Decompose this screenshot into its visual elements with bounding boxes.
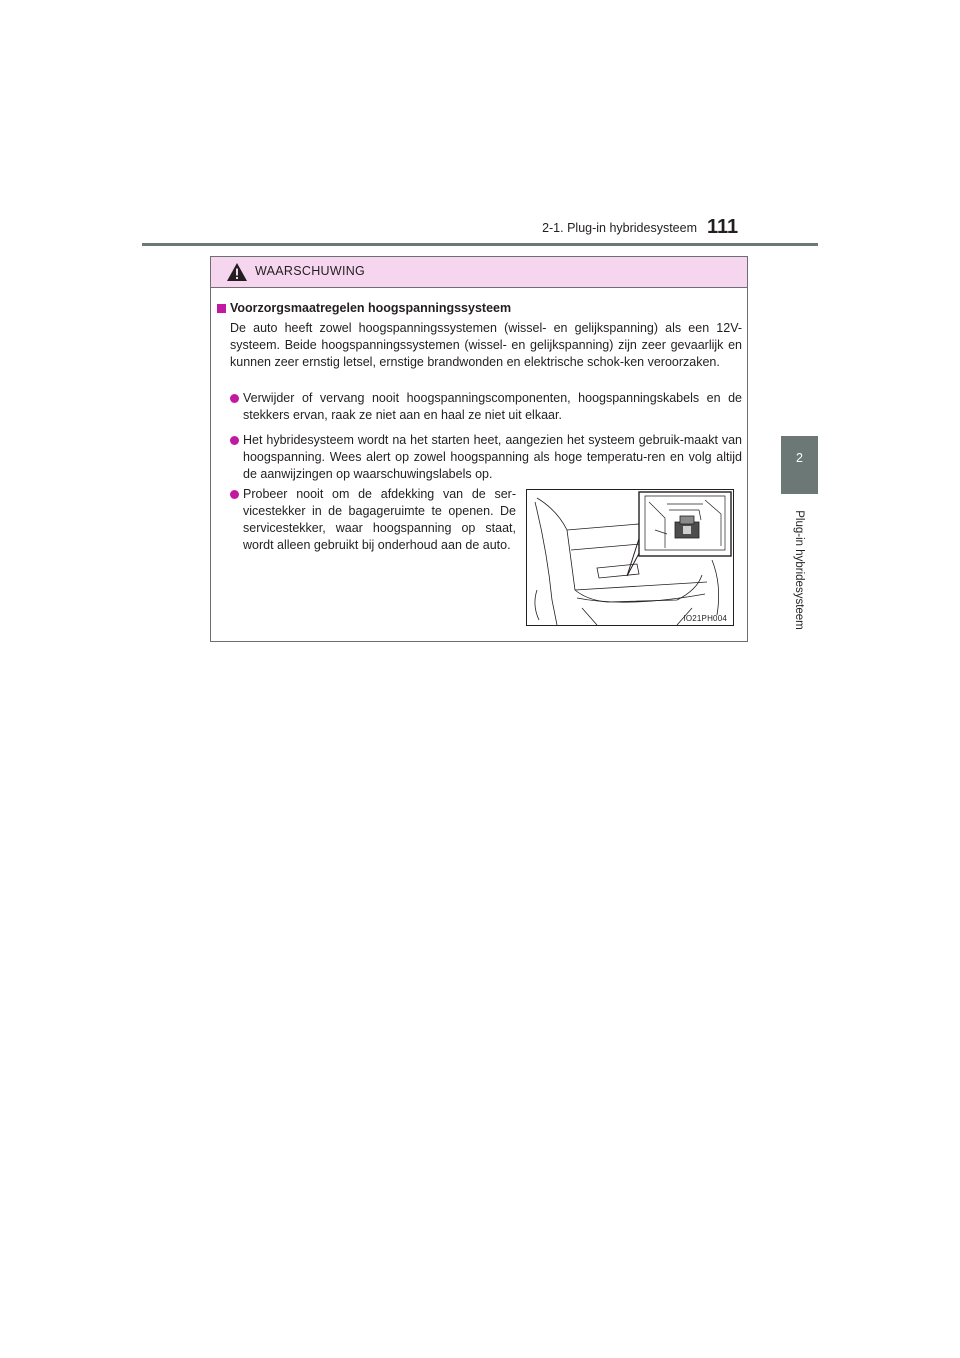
round-bullet-icon [230,394,239,403]
chapter-tab-title: Plug-in hybridesysteem [793,510,805,630]
intro-paragraph: De auto heeft zowel hoogspanningssystemen (wissel- en gelijkspanning) als een 12V-systeem. Beide hoogspanningssystemen (wissel- en gelijkspanning) zijn zeer gevaarlijk en kunnen zeer ernstig letsel, ernstige brandwonden en elektrische schok-ken veroorzaken. [230,321,742,369]
figure-code: IO21PH004 [683,614,727,623]
warning-triangle-icon [226,262,248,282]
vehicle-cargo-area-drawing [527,490,733,625]
chapter-tab-number: 2 [796,451,803,465]
bullet-text: Probeer nooit om de afdekking van de ser-vicestekker in de bagageruimte te openen. De servicestekker, waar hoogspanning op staat, wordt alleen gebruikt bij onderhoud aan de auto. [243,487,516,552]
service-plug-illustration [526,489,734,626]
header-divider [142,243,818,246]
square-marker-icon [217,304,226,313]
chapter-tab [781,436,818,494]
round-bullet-icon [230,490,239,499]
section-heading: Voorzorgsmaatregelen hoogspanningssysteem [230,301,512,315]
warning-header [211,257,747,288]
warning-title: WAARSCHUWING [255,264,366,278]
warning-box [210,256,748,642]
bullet-text: Verwijder of vervang nooit hoogspanningscomponenten, hoogspanningskabels en de stekkers ervan, raak ze niet aan en haal ze niet uit elkaar. [243,391,742,422]
round-bullet-icon [230,436,239,445]
bullet-text: Het hybridesysteem wordt na het starten heet, aangezien het systeem gebruik-maakt van hoogspanning. Wees alert op zowel hoogspanning als hoge temperatu-ren en volg altijd de aanwijzingen op waarschuwingslabels op. [243,433,742,481]
running-header-section-title: 2-1. Plug-in hybridesysteem [542,221,697,235]
page-number: 111 [707,216,739,238]
